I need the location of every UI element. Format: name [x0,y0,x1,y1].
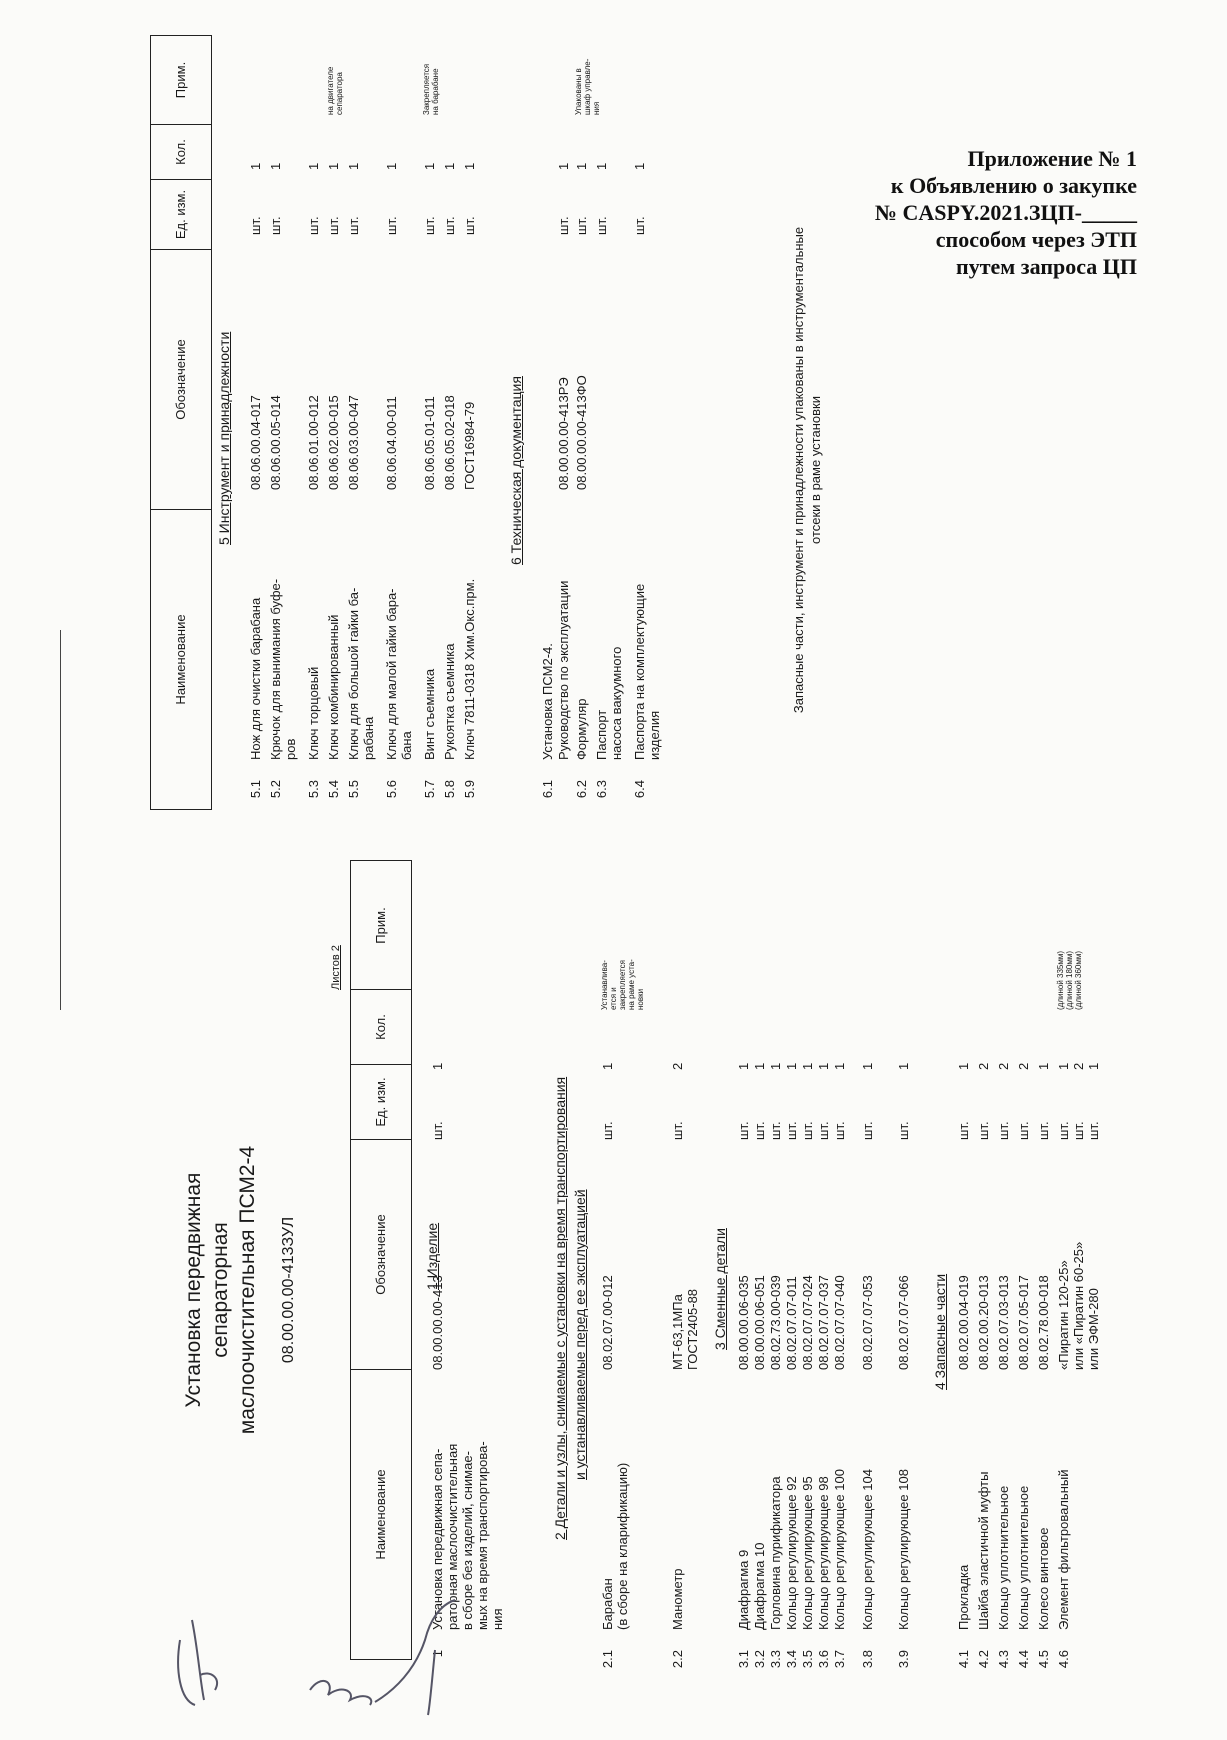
item-unit: шт. шт. шт. [1056,1121,1101,1140]
item-name: Кольцо уплотнительное [996,1485,1011,1630]
item-designation: 08.02.73.00-039 [768,1275,783,1370]
item-designation: 08.02.00.20-013 [976,1275,991,1370]
table-header [350,860,412,1660]
item-name: Кольцо уплотнительное [1016,1485,1031,1630]
row-number: 2.2 [670,1650,685,1669]
item-quantity: 2 [1016,1062,1031,1070]
item-quantity: 2 [996,1062,1011,1070]
appendix-line: способом через ЭТП [935,227,1137,252]
item-designation: 08.02.07.07-024 [800,1275,815,1370]
item-unit: шт. [736,1121,751,1140]
item-designation: 08.00.00.06-051 [752,1275,767,1370]
item-note: Упакованы в шкаф управле- ния [574,58,601,115]
item-designation: 08.06.05.01-011 [422,396,437,490]
item-note: Устанавлива- ется и закрепляется на раме уста- новки [600,959,645,1010]
item-designation: МТ-63,1МПа ГОСТ2405-88 [670,1288,700,1370]
footnote: Запасные части, инструмент и принадлежности упакованы в инструментальные отсеки в раме установки [791,226,823,714]
item-unit: шт. [1016,1121,1031,1140]
col-header-code: Обозначение [151,249,211,509]
item-name: Установка передвижная сепа- раторная маслоочистительная в сборе без изделий, снимае- мых на время транспортирова- ния [430,1441,505,1630]
appendix-line: путем запроса ЦП [956,254,1137,279]
item-designation: 08.06.05.02-018 [442,395,457,490]
item-unit: шт. [832,1121,847,1140]
item-unit: шт. [594,216,609,235]
item-name: Руководство по эксплуатации [556,580,571,760]
item-quantity: 1 [594,162,609,170]
item-designation: 08.00.00.00-413 [430,1275,445,1370]
row-number: 6.2 [574,780,589,799]
item-quantity: 1 [346,162,361,170]
row-number: 3.5 [800,1650,815,1669]
item-unit: шт. [768,1121,783,1140]
row-number: 4.4 [1016,1650,1031,1669]
row-number: 6.3 [594,780,609,799]
col-header-unit: Ед. изм. [351,1064,411,1139]
document-code: 08.00.00.00-413ЗУЛ [280,1216,297,1364]
item-designation: 08.02.07.07-053 [860,1275,875,1370]
item-name: Кольцо регулирующее 104 [860,1469,875,1630]
row-number: 5.9 [462,780,477,799]
item-designation: 08.06.04.00-011 [384,396,399,490]
section-title: 3 Сменные детали [712,1228,728,1350]
item-quantity: 1 [800,1062,815,1070]
item-note: Закрепляется на барабане [422,63,440,115]
item-designation: 08.06.02.00-015 [326,395,341,490]
item-quantity: 1 [422,162,437,170]
item-unit: шт. [896,1121,911,1140]
row-number: 6.4 [632,780,647,799]
item-name: Кольцо регулирующее 100 [832,1469,847,1630]
divider-line [60,630,61,1010]
item-quantity: 1 2 1 [1056,1062,1101,1070]
row-number: 4.6 [1056,1650,1071,1669]
title-line: маслоочистительная ПСМ2-4 [236,1145,259,1435]
item-quantity: 1 [632,162,647,170]
spec-right-half [60,30,1190,810]
item-name: Крючок для вынимания буфе- ров [268,578,298,760]
item-name: Ключ торцовый [306,666,321,760]
signature-icon [170,1580,530,1720]
col-header-note: Прим. [373,907,388,944]
col-header-unit: Ед. изм. [151,179,211,249]
item-unit: шт. [268,216,283,235]
row-number: 5.6 [384,780,399,799]
item-name: Шайба эластичной муфты [976,1471,991,1630]
item-designation: 08.06.01.00-012 [306,395,321,490]
item-name: Колесо винтовое [1036,1527,1051,1630]
row-number: 4.3 [996,1650,1011,1669]
col-header-qty: Кол. [151,124,211,179]
appendix-title: Приложение № 1 [967,146,1137,171]
section-title: 5 Инструмент и принадлежности [216,331,232,545]
row-number: 3.2 [752,1650,767,1669]
section-title: 1 Изделие [424,1222,440,1290]
item-unit: шт. [422,216,437,235]
item-name: Прокладка [956,1564,971,1630]
row-number: 5.4 [326,780,341,799]
item-unit: шт. [346,216,361,235]
item-name: Формуляр [574,698,589,760]
item-designation: 08.06.03.00-047 [346,395,361,490]
item-note: (длиной 335мм) (длиной 180мм) (длиной 360мм) [1056,950,1083,1010]
item-name: Винт съемника [422,668,437,760]
item-unit: шт. [996,1121,1011,1140]
row-number: 2.1 [600,1650,615,1669]
item-note: на двигателе сепаратора [326,66,344,115]
item-name: Рукоятка съемника [442,643,457,760]
item-quantity: 1 [462,162,477,170]
col-header-name: Наименование [151,509,211,809]
row-number: 3.3 [768,1650,783,1669]
row-number: 3.7 [832,1650,847,1669]
row-number: 4.5 [1036,1650,1051,1669]
item-designation: 08.02.00.04-019 [956,1275,971,1370]
item-unit: шт. [956,1121,971,1140]
item-quantity: 1 [268,162,283,170]
item-name: Горловина пурификатора [768,1476,783,1630]
item-name: Элемент фильтровальный [1056,1469,1071,1630]
item-name: Диафрагма 9 [736,1549,751,1630]
item-quantity: 2 [976,1062,991,1070]
item-name: Диафрагма 10 [752,1542,767,1630]
item-unit: шт. [784,1121,799,1140]
item-name: Установка ПСМ2-4. [540,643,555,760]
document-title [180,1010,261,1570]
item-unit: шт. [556,216,571,235]
row-number: 4.1 [956,1650,971,1669]
item-unit: шт. [462,216,477,235]
item-name: Манометр [670,1568,685,1630]
item-quantity: 2 [670,1062,685,1070]
item-quantity: 1 [736,1062,751,1070]
sheet-count: Листов 2 [330,945,342,990]
item-designation: 08.06.00.05-014 [268,395,283,490]
item-designation: 08.02.07.05-017 [1016,1275,1031,1370]
spec-left-half [60,850,1190,1690]
item-name: Кольцо регулирующее 98 [816,1476,831,1630]
item-quantity: 1 [896,1062,911,1070]
section-title: 2 Детали и узлы, снимаемые с установки на время транспортирования [552,1076,568,1540]
row-number: 3.4 [784,1650,799,1669]
item-name: Кольцо регулирующее 95 [800,1476,815,1630]
item-name: Кольцо регулирующее 92 [784,1476,799,1630]
item-unit: шт. [632,216,647,235]
item-unit: шт. [752,1121,767,1140]
item-designation: 08.00.00.06-035 [736,1275,751,1370]
item-designation: «Пиратин 120-25» или «Пиратин 60-25» или ЭФМ-280 [1056,1241,1101,1370]
appendix-line: к Объявлению о закупке [890,173,1137,198]
row-number: 3.1 [736,1650,751,1669]
col-header-qty: Кол. [351,989,411,1064]
item-designation: 08.02.07.00-012 [600,1275,615,1370]
item-name: Ключ комбинированный [326,614,341,760]
section-title: 6 Техническая документация [508,376,524,565]
item-name: Барабан (в сборе на кларификацию) [600,1462,630,1630]
item-unit: шт. [430,1121,445,1140]
item-quantity: 1 [816,1062,831,1070]
item-designation: 08.00.00.00-413РЭ [556,377,571,490]
item-quantity: 1 [860,1062,875,1070]
item-unit: шт. [670,1121,685,1140]
item-name: Паспорт насоса вакуумного [594,646,624,760]
col-header-name: Наименование [351,1369,411,1659]
item-quantity: 1 [430,1062,445,1070]
item-quantity: 1 [768,1062,783,1070]
row-number: 1 [430,1650,445,1658]
item-name: Паспорта на комплектующие изделия [632,583,662,760]
item-unit: шт. [326,216,341,235]
appendix-line: № CASPY.2021.ЗЦП-_____ [874,200,1137,225]
row-number: 5.1 [248,780,263,799]
row-number: 5.3 [306,780,321,799]
section-title: и устанавливаемые перед ее эксплуатацией [572,1189,588,1480]
title-line: сепараторная [209,1222,232,1358]
item-unit: шт. [976,1121,991,1140]
item-quantity: 1 [956,1062,971,1070]
section-title: 4 Запасные части [932,1273,948,1390]
row-number: 5.5 [346,780,361,799]
item-unit: шт. [800,1121,815,1140]
item-unit: шт. [384,216,399,235]
row-number: 5.2 [268,780,283,799]
row-number: 5.7 [422,780,437,799]
item-designation: ГОСТ16984-79 [462,401,477,490]
item-quantity: 1 [1036,1062,1051,1070]
item-unit: шт. [860,1121,875,1140]
item-name: Кольцо регулирующее 108 [896,1469,911,1630]
col-header-note: Прим. [173,61,188,99]
item-designation: 08.02.07.07-066 [896,1275,911,1370]
item-quantity: 1 [556,162,571,170]
item-unit: шт. [306,216,321,235]
item-unit: шт. [442,216,457,235]
table-header [150,35,212,810]
item-unit: шт. [574,216,589,235]
item-name: Ключ 7811-0318 Хим.Окс.прм. [462,578,477,760]
item-unit: шт. [1036,1121,1051,1140]
item-designation: 08.02.07.07-040 [832,1275,847,1370]
item-quantity: 1 [248,162,263,170]
row-number: 5.8 [442,780,457,799]
row-number: 3.6 [816,1650,831,1669]
row-number: 3.9 [896,1650,911,1669]
row-number: 4.2 [976,1650,991,1669]
item-quantity: 1 [442,162,457,170]
item-unit: шт. [816,1121,831,1140]
row-number: 3.8 [860,1650,875,1669]
item-quantity: 1 [832,1062,847,1070]
title-line: Установка передвижная [182,1172,205,1408]
item-designation: 08.02.78.00-018 [1036,1275,1051,1370]
col-header-code: Обозначение [351,1139,411,1369]
row-number: 6.1 [540,780,555,799]
item-unit: шт. [600,1121,615,1140]
item-quantity: 1 [574,162,589,170]
item-quantity: 1 [306,162,321,170]
item-quantity: 1 [326,162,341,170]
item-name: Ключ для малой гайки бара- бана [384,588,414,760]
item-quantity: 1 [784,1062,799,1070]
item-designation: 08.02.07.07-037 [816,1275,831,1370]
item-name: Нож для очистки барабана [248,597,263,760]
rotated-spec-sheet [60,20,1190,1690]
item-quantity: 1 [384,162,399,170]
item-name: Ключ для большой гайки ба- рабана [346,587,376,760]
item-designation: 08.02.07.03-013 [996,1275,1011,1370]
item-designation: 08.02.07.07-011 [784,1276,799,1370]
item-unit: шт. [248,216,263,235]
item-designation: 08.06.00.04-017 [248,395,263,490]
item-quantity: 1 [600,1062,615,1070]
item-quantity: 1 [752,1062,767,1070]
item-designation: 08.00.00.00-413ФО [574,375,589,490]
